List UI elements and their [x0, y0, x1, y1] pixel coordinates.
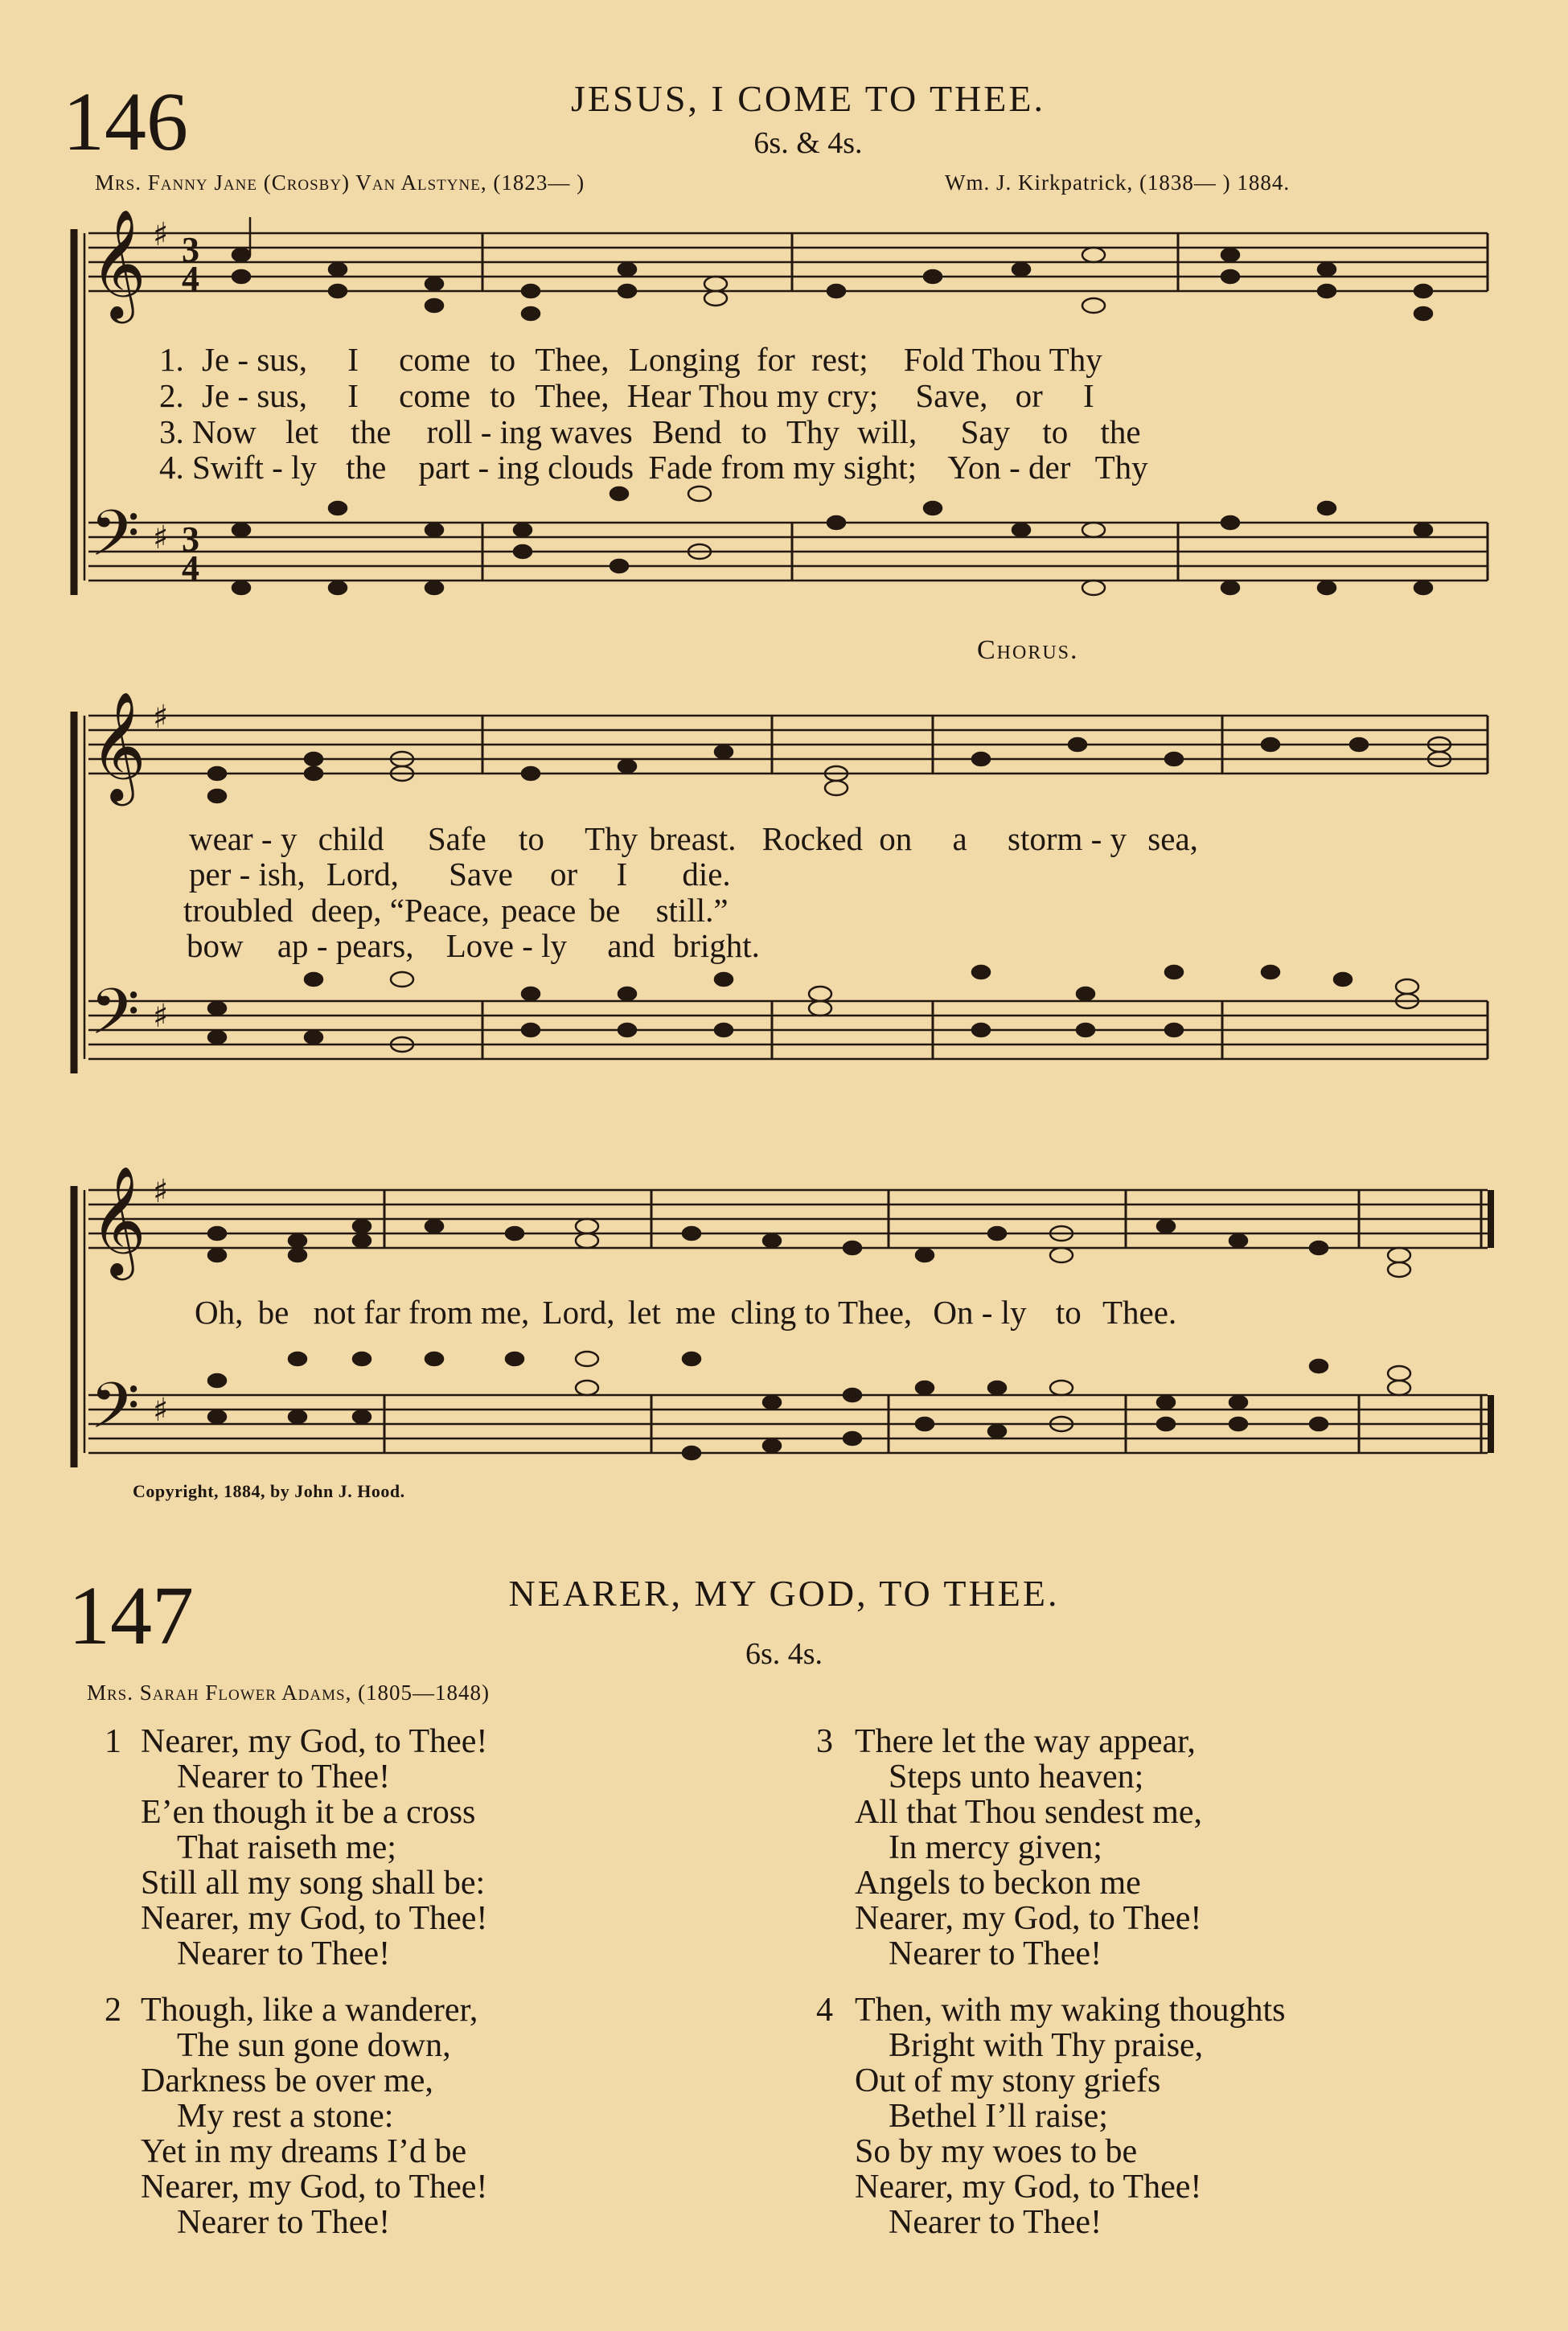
- chorus-label: Chorus.: [977, 635, 1079, 665]
- svg-text:𝄢: 𝄢: [90, 1369, 140, 1459]
- verse-line: Out of my stony griefs: [855, 2062, 1161, 2099]
- verse-2-lyrics-system-1: 2. Je - sus, I come to Thee, Hear Thou my cry; Save, or I: [159, 377, 1094, 414]
- hymn-title: JESUS, I COME TO THEE.: [571, 78, 1045, 119]
- svg-text:♯: ♯: [153, 216, 169, 253]
- verse-line: Though, like a wanderer,: [141, 1992, 478, 2029]
- svg-text:𝄞: 𝄞: [90, 207, 146, 318]
- time-sig-bottom: 4: [182, 259, 199, 298]
- system-2-bass-staff: [88, 1001, 1488, 1059]
- verse-line: Nearer, my God, to Thee!: [141, 2169, 488, 2206]
- verse-line: All that Thou sendest me,: [855, 1794, 1202, 1831]
- svg-text:𝄞: 𝄞: [90, 1164, 146, 1275]
- verse-line: Nearer, my God, to Thee!: [855, 2169, 1202, 2206]
- verse-line: The sun gone down,: [177, 2027, 451, 2064]
- verse-4-lyrics-system-1: 4. Swift - ly the part - ing clouds Fade from my sight; Yon - der Thy: [159, 449, 1148, 486]
- verse-line: There let the way appear,: [855, 1723, 1196, 1760]
- verse-3-lyrics-system-1: 3. Now let the roll - ing waves Bend to Thy will, Say to the: [159, 413, 1141, 450]
- verse-line: E’en though it be a cross: [141, 1794, 476, 1831]
- hymn-number: 146: [63, 76, 188, 168]
- verse-line: Still all my song shall be:: [141, 1865, 486, 1902]
- verse-line: Yet in my dreams I’d be: [141, 2133, 467, 2170]
- verse-2-lyrics-system-2: per - ish, Lord, Save or I die.: [189, 856, 731, 893]
- verse-line: Angels to beckon me: [855, 1865, 1141, 1902]
- verse-1-lyrics-system-1: 1. Je - sus, I come to Thee, Longing for rest; Fold Thou Thy: [159, 341, 1102, 378]
- verse-line: So by my woes to be: [855, 2133, 1138, 2170]
- verse-line: Bethel I’ll raise;: [889, 2098, 1108, 2135]
- copyright-notice: Copyright, 1884, by John J. Hood.: [133, 1481, 405, 1501]
- verse-line: Steps unto heaven;: [889, 1759, 1144, 1795]
- verse-line: Nearer to Thee!: [177, 2204, 391, 2241]
- verse-number: 2: [105, 1992, 121, 2029]
- svg-text:𝄢: 𝄢: [90, 975, 140, 1065]
- verse-line: Nearer to Thee!: [889, 1935, 1102, 1972]
- svg-text:𝄢: 𝄢: [90, 496, 140, 586]
- verse-line: Nearer to Thee!: [177, 1935, 391, 1972]
- svg-text:♯: ♯: [153, 699, 169, 736]
- verse-1-lyrics-system-2: wear - y child Safe to Thy breast. Rocked on a storm - y sea,: [189, 820, 1198, 857]
- system-1-treble-staff: [88, 233, 1488, 291]
- hymn-meter: 6s. & 4s.: [753, 126, 863, 160]
- chorus-lyrics-system-3: Oh, be not far from me, Lord, let me cling to Thee, On - ly to Thee.: [195, 1294, 1177, 1331]
- svg-text:3: 3: [182, 519, 199, 559]
- svg-text:4: 4: [182, 548, 199, 588]
- verse-number: 4: [816, 1992, 833, 2029]
- verse-4-lyrics-system-2: bow ap - pears, Love - ly and bright.: [187, 927, 760, 964]
- verse-line: Then, with my waking thoughts: [855, 1992, 1286, 2029]
- svg-text:♯: ♯: [153, 1392, 169, 1429]
- hymn-meter-147: 6s. 4s.: [745, 1637, 823, 1671]
- verse-line: Nearer, my God, to Thee!: [141, 1900, 488, 1937]
- hymn-title-147: NEARER, MY GOD, TO THEE.: [508, 1573, 1060, 1614]
- svg-text:♯: ♯: [153, 998, 169, 1035]
- verse-line: Darkness be over me,: [141, 2062, 433, 2099]
- verse-3-lyrics-system-2: troubled deep, “Peace, peace be still.”: [183, 892, 729, 929]
- verse-number: 3: [816, 1723, 833, 1760]
- verse-line: Nearer to Thee!: [177, 1759, 391, 1795]
- author-credit-147: Mrs. Sarah Flower Adams, (1805—1848): [87, 1681, 491, 1705]
- verse-line: Bright with Thy praise,: [889, 2027, 1204, 2064]
- verse-line: In mercy given;: [889, 1829, 1102, 1866]
- verse-line: My rest a stone:: [177, 2098, 394, 2135]
- svg-text:♯: ♯: [153, 1173, 169, 1210]
- time-sig-top: 3: [182, 230, 199, 269]
- author-credit: Mrs. Fanny Jane (Crosby) Van Alstyne, (1823— ): [95, 170, 585, 195]
- verse-number: 1: [105, 1723, 121, 1760]
- verse-line: Nearer, my God, to Thee!: [141, 1723, 488, 1760]
- hymn-number-147: 147: [68, 1570, 194, 1662]
- verse-line: Nearer, my God, to Thee!: [855, 1900, 1202, 1937]
- verse-line: That raiseth me;: [177, 1829, 396, 1866]
- composer-credit: Wm. J. Kirkpatrick, (1838— ) 1884.: [945, 170, 1291, 195]
- svg-text:𝄞: 𝄞: [90, 690, 146, 801]
- system-1-bass-staff: [88, 523, 1488, 581]
- verse-line: Nearer to Thee!: [889, 2204, 1102, 2241]
- svg-text:♯: ♯: [153, 519, 169, 556]
